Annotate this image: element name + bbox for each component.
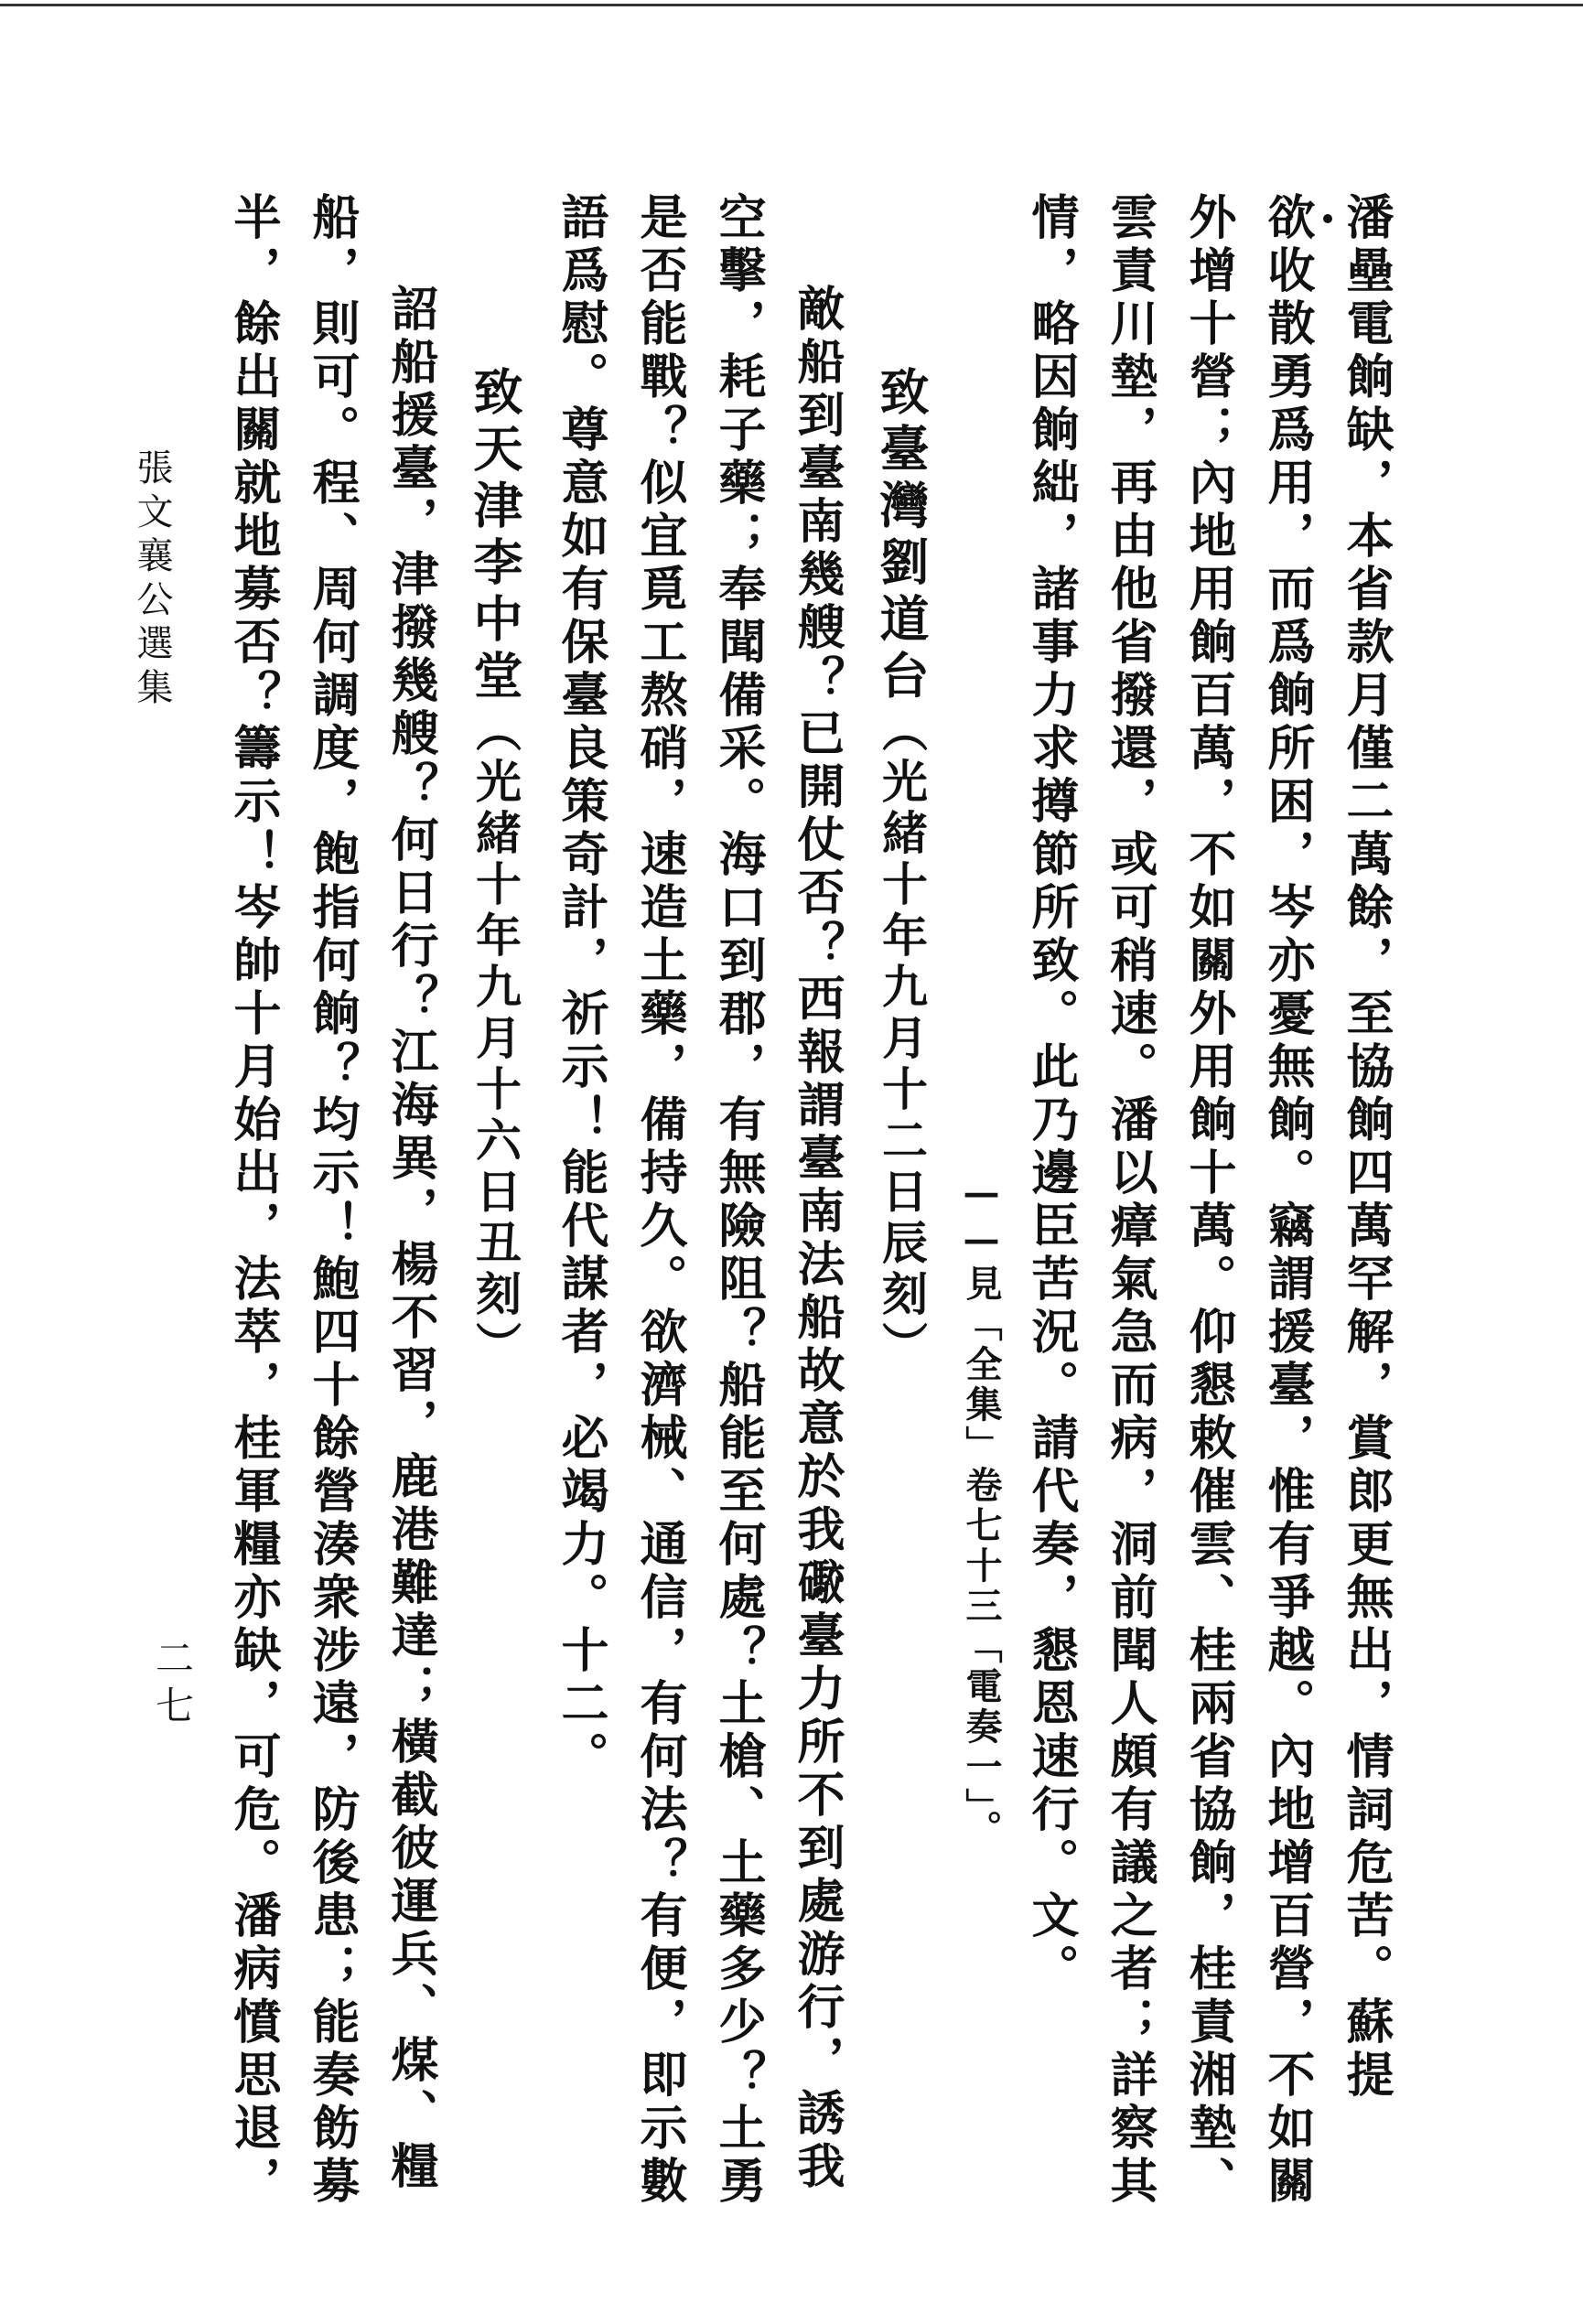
letter2-line-2: 船，則可。程、周何調度，飽指何餉？均示！鮑四十餘營湊衆涉遠，防後患；能奏飭募 [304, 192, 360, 2209]
block1-line-4: 雲責川墊，再由他省撥還，或可稍速。潘以瘴氣急而病，洞前聞人頗有議之者；詳察其 [1102, 192, 1158, 2209]
letter1-line-3: 是否能戰？似宜覓工熬硝，速造土藥，備持久。欲濟械、通信，有何法？有便，即示數 [631, 192, 687, 2209]
letter1-heading-column [872, 366, 931, 1372]
block1-source: ——見「全集」卷七十三「電奏一」。 [960, 1171, 1003, 1850]
letter2-heading-column [466, 366, 524, 1372]
letter1-date: （光緒十年九月十二日辰刻） [875, 706, 929, 1372]
block1-line-3: 外增十營；內地用餉百萬，不如關外用餉十萬。仰懇敕催雲、桂兩省協餉，桂責湘墊、 [1180, 192, 1236, 2209]
block1-line-1: 潘壘電餉缺，本省款月僅二萬餘，至協餉四萬罕解，賞郎更無出，情詞危苦。蘇提 [1338, 192, 1394, 2103]
letter2-date: （光緒十年九月十六日丑刻） [468, 706, 522, 1372]
letter1-line-4: 語爲慰。尊意如有保臺良策奇計，祈示！能代謀者，必竭力。十二。 [553, 192, 608, 1784]
running-title: 張文襄公選集 [131, 448, 173, 712]
letter1-line-1: 敵船到臺南幾艘？已開仗否？西報謂臺南法船故意於我礮臺力所不到處游行，誘我 [789, 284, 845, 2194]
page-number: 二七 [150, 1638, 195, 1733]
block1-line-5: 情，略因餉絀，諸事力求撙節所致。此乃邊臣苦況。請代奏，懇恩速行。文。 [1023, 192, 1079, 1996]
letter2-heading: 致天津李中堂 [466, 366, 524, 706]
letter1-line-2: 空擊，耗子藥；奉聞備采。海口到郡，有無險阻？船能至何處？土槍、土藥多少？土勇 [710, 192, 766, 2209]
letter1-heading: 致臺灣劉道台 [872, 366, 931, 706]
block1-line-2: 欲收散勇爲用，而爲餉所困，岑亦憂無餉。竊謂援臺，惟有爭越。內地增百營，不如關 [1259, 192, 1315, 2209]
letter2-line-3: 半，餘出關就地募否？籌示！岑帥十月始出，法萃，桂軍糧亦缺，可危。潘病憤思退， [225, 192, 281, 2209]
letter2-line-1: 詔船援臺，津撥幾艘？何日行？江海異，楊不習，鹿港難達；橫截彼運兵、煤、糧 [382, 284, 438, 2194]
top-rule [0, 4, 1583, 6]
ink-dot [1323, 214, 1332, 223]
